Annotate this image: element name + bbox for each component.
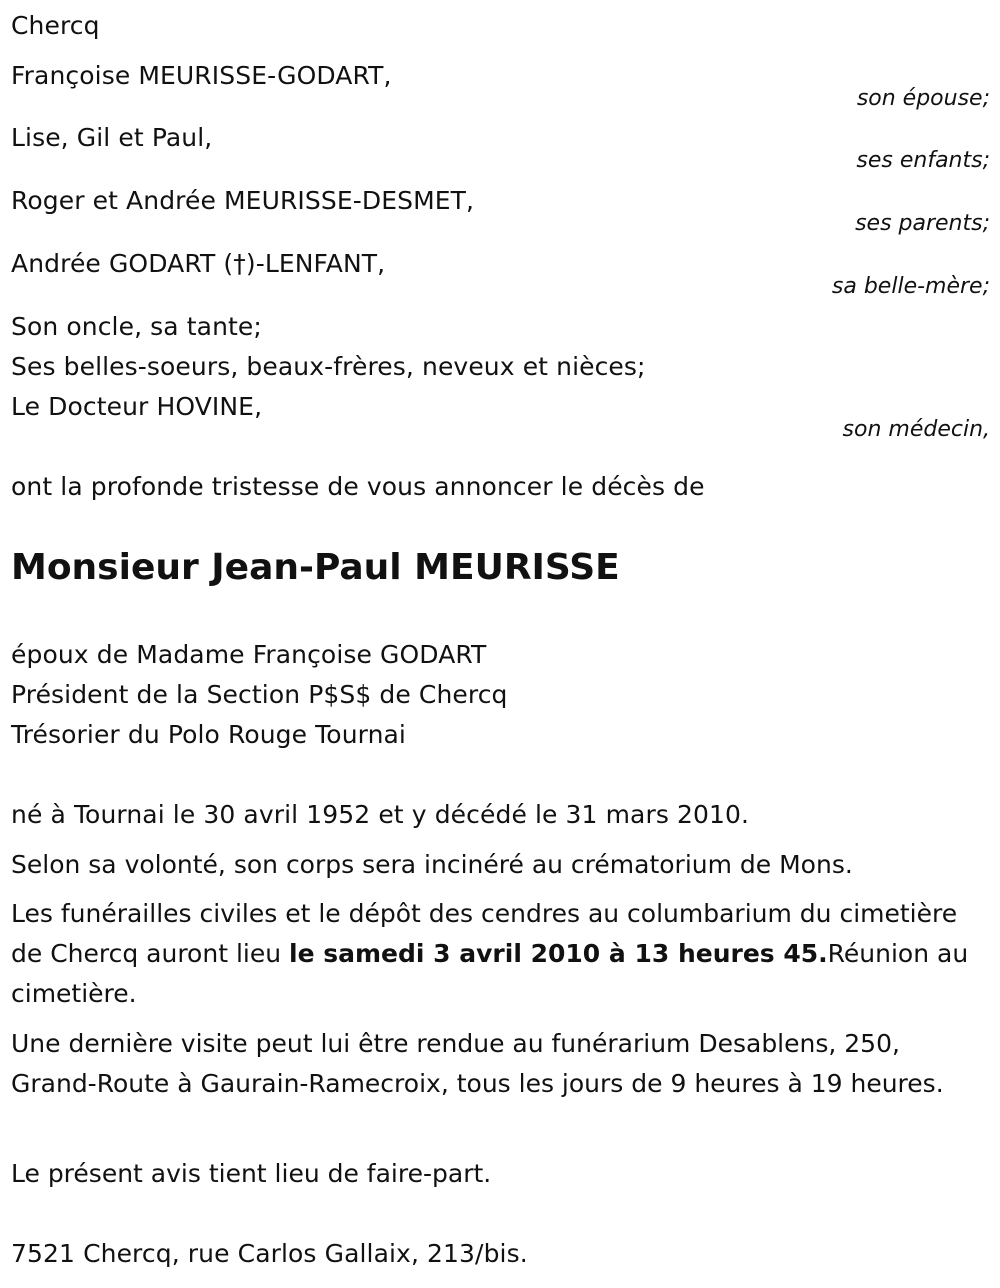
funeral-meeting-text: Réunion au cimetière. bbox=[11, 939, 969, 1008]
deceased-title-president: Président de la Section P$S$ de Chercq bbox=[11, 680, 508, 709]
doctor-name: Le Docteur HOVINE, bbox=[11, 392, 263, 421]
announcement-text: ont la profonde tristesse de vous annoncer le décès de bbox=[11, 472, 705, 501]
family-role-spouse: son épouse; bbox=[856, 86, 990, 111]
birth-death-info: né à Tournai le 30 avril 1952 et y décédé le 31 mars 2010. bbox=[11, 800, 750, 829]
deceased-title-treasurer: Trésorier du Polo Rouge Tournai bbox=[11, 720, 406, 749]
deceased-title-spouse: époux de Madame Françoise GODART bbox=[11, 640, 487, 669]
family-member-mother-in-law bbox=[11, 244, 385, 284]
funeral-paragraph bbox=[11, 894, 971, 1014]
family-role-parents: ses parents; bbox=[855, 211, 990, 236]
notice-paragraph: Le présent avis tient lieu de faire-part. bbox=[11, 1159, 492, 1188]
family-member-parents: Roger et Andrée MEURISSE-DESMET, bbox=[11, 186, 475, 215]
funeral-intro-text: Les funérailles civiles et le dépôt des cendres au columbarium du cimetière de Chercq auront lieu bbox=[11, 899, 958, 968]
mother-in-law-name-end: )-LENFANT, bbox=[245, 249, 386, 278]
visit-paragraph: Une dernière visite peut lui être rendue au funérarium Desablens, 250, Grand-Route à Gaurain-Ramecroix, tous les jours de 9 heures à 19 heures. bbox=[11, 1029, 944, 1098]
home-address: 7521 Chercq, rue Carlos Gallaix, 213/bis. bbox=[11, 1239, 528, 1268]
other-relatives-in-laws: Ses belles-soeurs, beaux-frères, neveux et nièces; bbox=[11, 352, 646, 381]
family-role-children: ses enfants; bbox=[856, 148, 990, 173]
mother-in-law-name-start: Andrée GODART ( bbox=[11, 249, 234, 278]
family-role-mother-in-law: sa belle-mère; bbox=[831, 274, 990, 299]
funeral-date-text: le samedi 3 avril 2010 à 13 heures 45. bbox=[289, 939, 828, 968]
location-heading: Chercq bbox=[11, 11, 100, 40]
cremation-paragraph: Selon sa volonté, son corps sera incinéré au crématorium de Mons. bbox=[11, 850, 853, 879]
family-member-children: Lise, Gil et Paul, bbox=[11, 123, 213, 152]
obituary-notice bbox=[11, 0, 990, 1288]
deceased-name: Monsieur Jean-Paul MEURISSE bbox=[11, 547, 620, 588]
cross-icon: † bbox=[233, 249, 246, 278]
other-relatives-uncle-aunt: Son oncle, sa tante; bbox=[11, 312, 262, 341]
doctor-role: son médecin, bbox=[842, 417, 990, 442]
family-member-spouse: Françoise MEURISSE-GODART, bbox=[11, 61, 392, 90]
